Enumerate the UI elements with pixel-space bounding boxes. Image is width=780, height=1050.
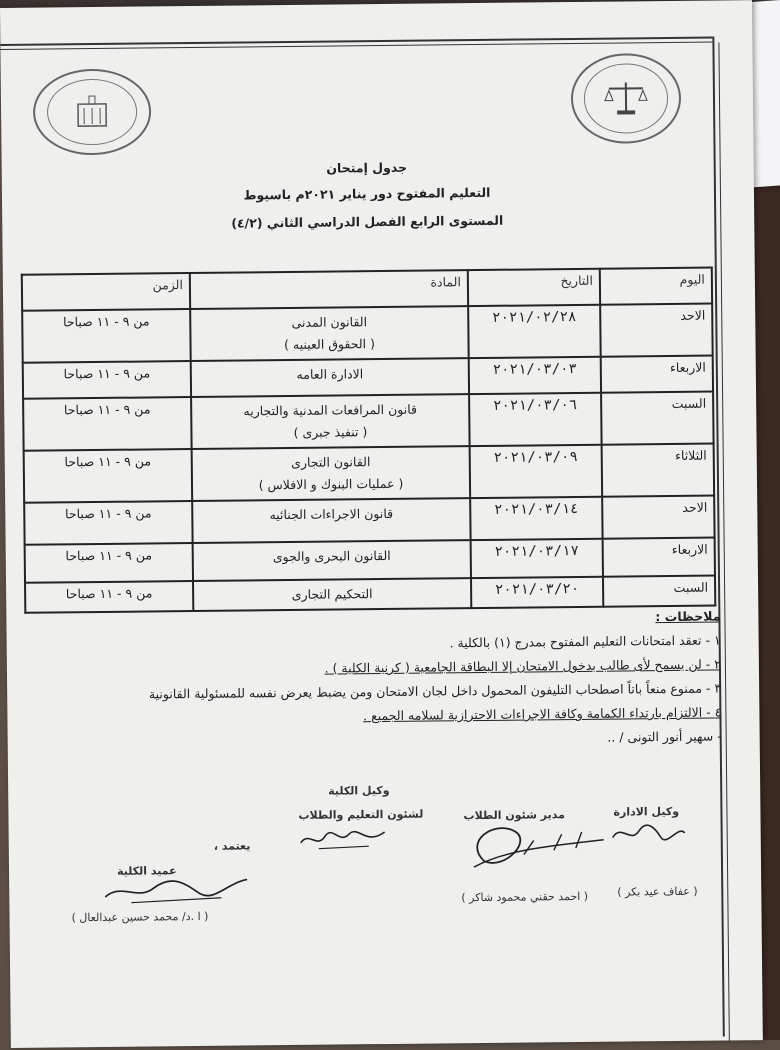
- table-row: [23, 392, 714, 451]
- notes-title: ملاحظات :: [70, 604, 720, 635]
- day-cell: الاربعاء: [601, 356, 713, 393]
- note-item: ٣ - ممنوع منعاً باتاً اصطحاب التليفون المحمول داخل لجان الامتحان ومن يضبط يعرض نفسه للمسئولية القانونية: [71, 676, 721, 707]
- time-cell: من ٩ - ١١ صباحا: [23, 397, 192, 451]
- table-row: [22, 304, 713, 363]
- date-cell: ٢٠٢١/٠٣/٢٠: [471, 577, 603, 608]
- subject-cell: [190, 306, 469, 361]
- vice-dean-subtitle: لشئون التعليم والطلاب: [298, 808, 423, 822]
- scales-icon: [603, 78, 649, 118]
- date-cell: ٢٠٢١/٠٢/٢٨: [468, 305, 601, 358]
- table-row: [24, 444, 715, 503]
- day-cell: الاربعاء: [603, 538, 715, 577]
- subject-cell: [193, 578, 471, 611]
- faculty-seal-left: [33, 68, 152, 155]
- approve-label: يعتمد ،: [214, 839, 251, 852]
- subject-name: الادارة العامه: [198, 362, 462, 387]
- subject-name: قانون الاجراءات الجنائيه: [199, 502, 463, 527]
- subject-detail: ( الحقوق العينيه ): [197, 332, 461, 357]
- subject-cell: [192, 498, 470, 543]
- subject-cell: [191, 358, 469, 397]
- column-header-time: الزمن: [22, 273, 190, 311]
- time-cell: من ٩ - ١١ صباحا: [23, 361, 191, 399]
- subject-name: القانون البحرى والجوى: [200, 544, 464, 569]
- day-cell: الاحد: [602, 496, 714, 539]
- subject-cell: [193, 540, 471, 581]
- schedule-level: المستوى الرابع الفصل الدراسي الثاني (٤/٢): [152, 212, 582, 232]
- subject-name: القانون التجارى: [199, 450, 463, 475]
- column-header-day: اليوم: [600, 268, 712, 305]
- time-cell: من ٩ - ١١ صباحا: [24, 449, 193, 503]
- date-cell: ٢٠٢١/٠٣/١٧: [471, 539, 603, 578]
- frame-right-line-inner: [718, 42, 729, 1042]
- vice-dean-title: وكيل الكلية: [328, 784, 389, 798]
- admin-agent-title: وكيل الادارة: [613, 805, 679, 819]
- vice-dean-signature: [299, 824, 389, 853]
- building-icon: [72, 94, 112, 130]
- date-cell: ٢٠٢١/٠٣/١٤: [470, 497, 602, 540]
- subject-name: التحكيم التجارى: [200, 582, 464, 607]
- subject-cell: [191, 394, 470, 449]
- day-cell: الثلاثاء: [602, 444, 715, 497]
- faculty-seal-right: [571, 53, 682, 144]
- column-header-date: التاريخ: [468, 269, 600, 306]
- dean-signature: [101, 873, 251, 907]
- affairs-manager-name: ( احمد حقني محمود شاكر ): [461, 890, 588, 904]
- subject-cell: [192, 446, 471, 501]
- subject-detail: ( عمليات البنوك و الافلاس ): [199, 472, 463, 497]
- table-row: [24, 496, 714, 545]
- exam-table: [21, 267, 717, 614]
- time-cell: من ٩ - ١١ صباحا: [24, 501, 192, 545]
- note-item: ٤ - الالتزام بارتداء الكمامة وكافة الاجراءات الاحترازية لسلامه الجميع .: [71, 700, 721, 731]
- time-cell: من ٩ - ١١ صباحا: [25, 543, 193, 583]
- subject-name: قانون المرافعات المدنية والتجاريه: [198, 398, 462, 423]
- note-item: ٢ - لن يسمح لأى طالب بدخول الامتحان إلا البطاقة الجامعية ( كرنية الكلية ) .: [71, 652, 721, 683]
- note-item: - سهير أنور التونى / ..: [72, 724, 722, 755]
- subject-detail: ( تنفيذ جبرى ): [198, 420, 462, 445]
- day-cell: الاحد: [600, 304, 713, 357]
- time-cell: من ٩ - ١١ صباحا: [22, 309, 191, 363]
- dean-title: عميد الكلية: [117, 864, 177, 878]
- date-cell: ٢٠٢١/٠٣/٠٦: [469, 393, 602, 446]
- admin-agent-signature: [609, 817, 689, 848]
- schedule-title: جدول إمتحان: [152, 158, 582, 178]
- affairs-manager-title: مدير شئون الطلاب: [463, 808, 565, 822]
- column-header-subject: المادة: [190, 270, 468, 309]
- dean-name: ( ا .د/ محمد حسين عبدالعال ): [71, 910, 208, 924]
- schedule-subtitle: التعليم المفتوح دور يناير ٢٠٢١م باسيوط: [152, 184, 582, 204]
- admin-agent-name: ( عفاف عيد بكر ): [617, 885, 697, 899]
- date-cell: ٢٠٢١/٠٣/٠٩: [470, 445, 603, 498]
- affairs-manager-signature: [464, 820, 615, 882]
- date-cell: ٢٠٢١/٠٣/٠٣: [469, 357, 601, 394]
- notes-section: [70, 604, 721, 755]
- note-item: ١ - تعقد امتحانات التعليم المفتوح بمدرج (١) بالكلية .: [71, 628, 721, 659]
- subject-name: القانون المدنى: [197, 310, 461, 335]
- time-cell: من ٩ - ١١ صباحا: [25, 581, 193, 613]
- day-cell: السبت: [601, 392, 714, 445]
- day-cell: السبت: [603, 576, 715, 607]
